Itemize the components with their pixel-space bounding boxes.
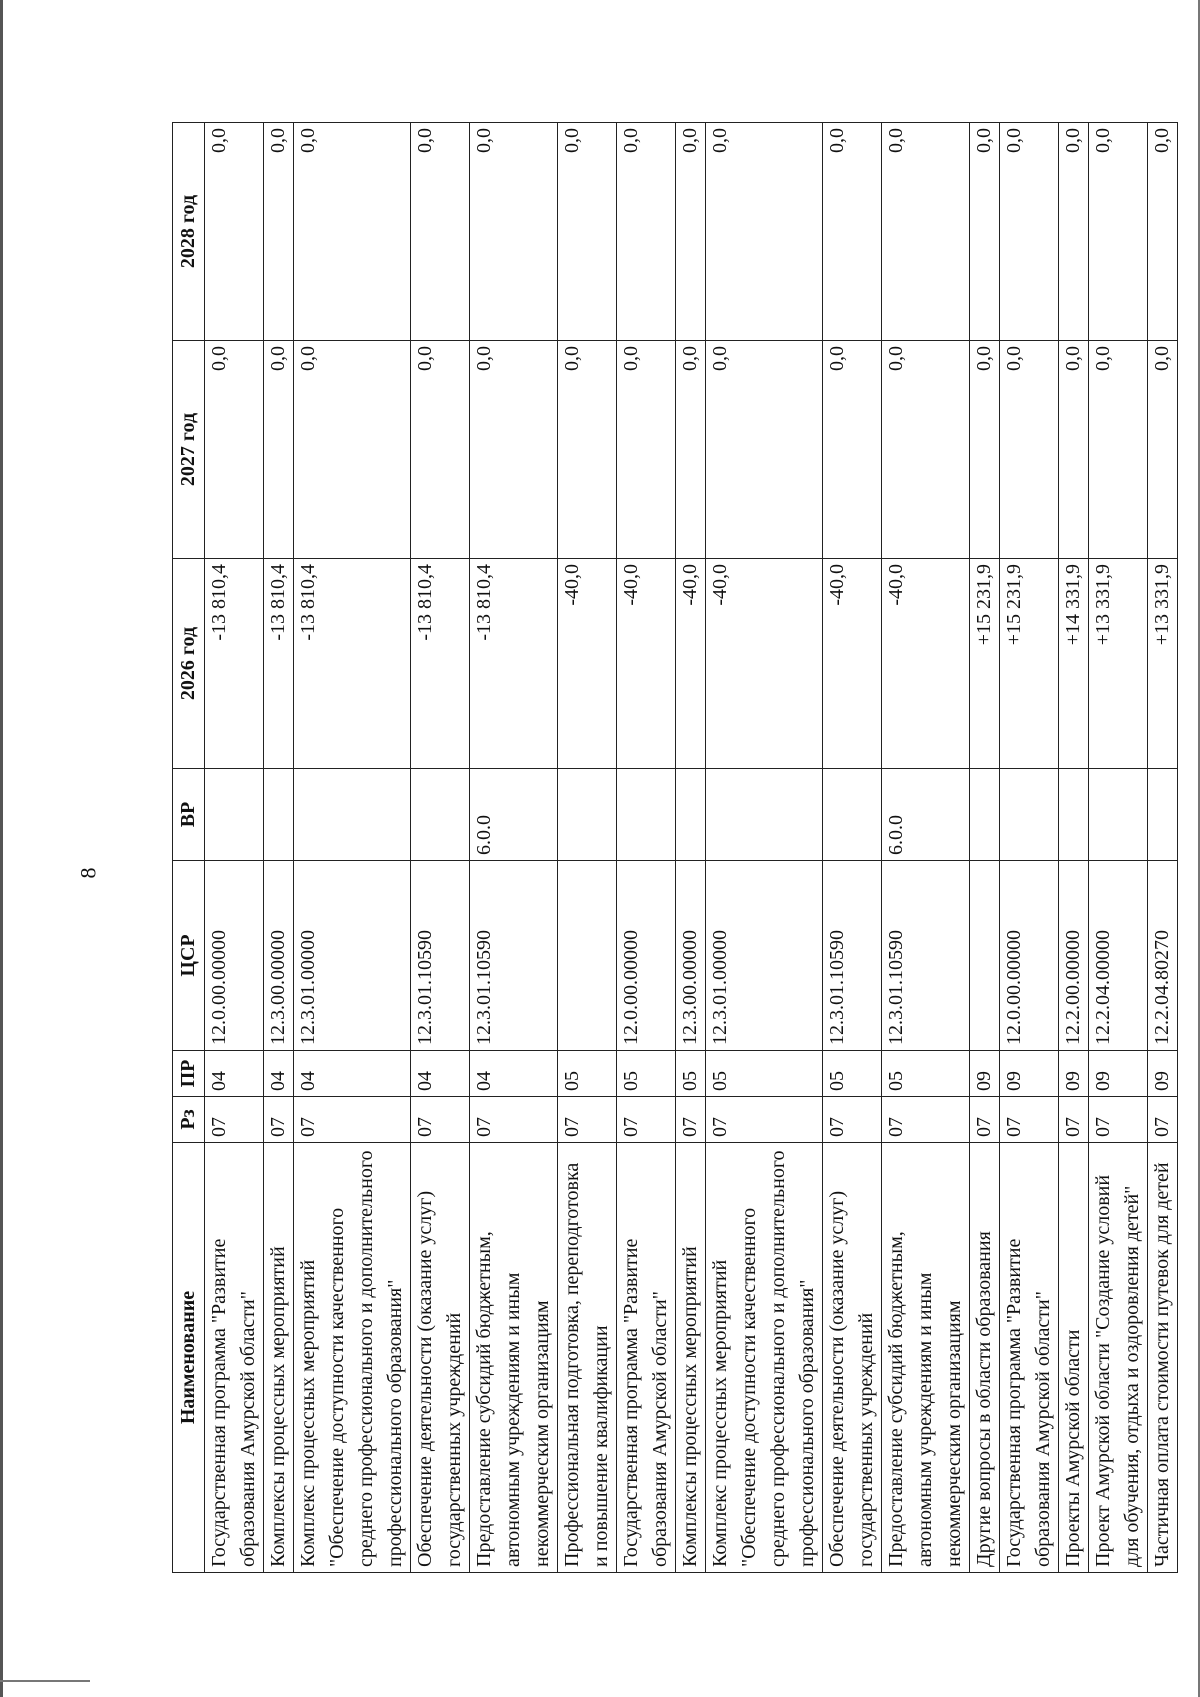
cell-csr xyxy=(558,861,617,1051)
cell-2027: 0,0 xyxy=(558,341,617,559)
scan-corner-mark xyxy=(0,1680,90,1682)
table-row xyxy=(264,123,294,1573)
cell-2028: 0,0 xyxy=(1000,123,1059,341)
cell-2026: -13 810,4 xyxy=(470,559,558,769)
cell-2028: 0,0 xyxy=(1059,123,1089,341)
cell-2027: 0,0 xyxy=(294,341,411,559)
table-row xyxy=(1000,123,1059,1573)
table-row xyxy=(706,123,823,1573)
cell-vr xyxy=(676,769,706,861)
cell-vr xyxy=(205,769,264,861)
cell-vr xyxy=(1000,769,1059,861)
cell-2026: -13 810,4 xyxy=(411,559,470,769)
table-row xyxy=(205,123,264,1573)
cell-rz: 07 xyxy=(1059,1097,1089,1143)
cell-pr: 05 xyxy=(706,1051,823,1097)
rotated-table-container xyxy=(172,123,1178,1573)
cell-2026: +14 331,9 xyxy=(1059,559,1089,769)
cell-name: Комплекс процессных мероприятий "Обеспечение доступности качественного среднего профессионального и дополнительного профессионального образования" xyxy=(706,1143,823,1573)
cell-name: Проект Амурской области "Создание условий для обучения, отдыха и оздоровления детей" xyxy=(1089,1143,1148,1573)
table-row xyxy=(470,123,558,1573)
cell-2028: 0,0 xyxy=(294,123,411,341)
cell-pr: 05 xyxy=(558,1051,617,1097)
cell-csr: 12.3.01.10590 xyxy=(470,861,558,1051)
cell-name: Предоставление субсидий бюджетным, автономным учреждениям и иным некоммерческим организациям xyxy=(470,1143,558,1573)
cell-2027: 0,0 xyxy=(205,341,264,559)
cell-2028: 0,0 xyxy=(970,123,1000,341)
cell-rz: 07 xyxy=(823,1097,882,1143)
cell-csr: 12.3.00.00000 xyxy=(676,861,706,1051)
cell-pr: 05 xyxy=(882,1051,970,1097)
cell-2028: 0,0 xyxy=(470,123,558,341)
cell-2028: 0,0 xyxy=(558,123,617,341)
cell-rz: 07 xyxy=(470,1097,558,1143)
cell-rz: 07 xyxy=(411,1097,470,1143)
cell-rz: 07 xyxy=(264,1097,294,1143)
cell-2026: +13 331,9 xyxy=(1089,559,1148,769)
table-row xyxy=(617,123,676,1573)
cell-rz: 07 xyxy=(205,1097,264,1143)
page-number: 8 xyxy=(75,867,101,879)
cell-2026: -40,0 xyxy=(676,559,706,769)
cell-2027: 0,0 xyxy=(411,341,470,559)
cell-2028: 0,0 xyxy=(1089,123,1148,341)
scan-edge-left xyxy=(0,0,3,1697)
table-row xyxy=(882,123,970,1573)
cell-2027: 0,0 xyxy=(882,341,970,559)
cell-vr xyxy=(411,769,470,861)
cell-2026: -40,0 xyxy=(882,559,970,769)
cell-2026: +13 331,9 xyxy=(1148,559,1178,769)
cell-vr xyxy=(294,769,411,861)
cell-2027: 0,0 xyxy=(970,341,1000,559)
cell-csr: 12.2.00.00000 xyxy=(1059,861,1089,1051)
cell-name: Комплекс процессных мероприятий "Обеспечение доступности качественного среднего профессионального и дополнительного профессионального образования" xyxy=(294,1143,411,1573)
cell-name: Государственная программа "Развитие образования Амурской области" xyxy=(205,1143,264,1573)
cell-csr: 12.0.00.00000 xyxy=(205,861,264,1051)
table-row xyxy=(1059,123,1089,1573)
cell-2026: +15 231,9 xyxy=(1000,559,1059,769)
cell-name: Обеспечение деятельности (оказание услуг) государственных учреждений xyxy=(823,1143,882,1573)
cell-2027: 0,0 xyxy=(706,341,823,559)
cell-2027: 0,0 xyxy=(1089,341,1148,559)
cell-2027: 0,0 xyxy=(823,341,882,559)
cell-vr xyxy=(264,769,294,861)
budget-table xyxy=(172,122,1178,1573)
cell-vr xyxy=(1089,769,1148,861)
cell-csr: 12.2.04.00000 xyxy=(1089,861,1148,1051)
header-csr: ЦСР xyxy=(173,861,205,1051)
cell-pr: 04 xyxy=(205,1051,264,1097)
table-row xyxy=(823,123,882,1573)
cell-2028: 0,0 xyxy=(823,123,882,341)
cell-2028: 0,0 xyxy=(411,123,470,341)
cell-pr: 09 xyxy=(970,1051,1000,1097)
cell-2027: 0,0 xyxy=(617,341,676,559)
cell-rz: 07 xyxy=(1089,1097,1148,1143)
cell-csr: 12.0.00.00000 xyxy=(1000,861,1059,1051)
cell-csr: 12.2.04.80270 xyxy=(1148,861,1178,1051)
cell-csr: 12.3.01.10590 xyxy=(411,861,470,1051)
header-rz: Рз xyxy=(173,1097,205,1143)
cell-csr: 12.0.00.00000 xyxy=(617,861,676,1051)
cell-2027: 0,0 xyxy=(676,341,706,559)
cell-2028: 0,0 xyxy=(882,123,970,341)
header-pr: ПР xyxy=(173,1051,205,1097)
cell-2026: +15 231,9 xyxy=(970,559,1000,769)
cell-pr: 09 xyxy=(1000,1051,1059,1097)
cell-csr xyxy=(970,861,1000,1051)
cell-vr xyxy=(706,769,823,861)
cell-name: Проекты Амурской области xyxy=(1059,1143,1089,1573)
cell-rz: 07 xyxy=(558,1097,617,1143)
cell-name: Государственная программа "Развитие образования Амурской области" xyxy=(617,1143,676,1573)
table-row xyxy=(558,123,617,1573)
cell-pr: 05 xyxy=(823,1051,882,1097)
cell-vr xyxy=(558,769,617,861)
cell-2027: 0,0 xyxy=(1148,341,1178,559)
cell-name: Комплексы процессных мероприятий xyxy=(264,1143,294,1573)
cell-2028: 0,0 xyxy=(1148,123,1178,341)
cell-pr: 09 xyxy=(1089,1051,1148,1097)
cell-2026: -40,0 xyxy=(823,559,882,769)
cell-2027: 0,0 xyxy=(1000,341,1059,559)
cell-2027: 0,0 xyxy=(1059,341,1089,559)
cell-vr xyxy=(617,769,676,861)
cell-pr: 04 xyxy=(411,1051,470,1097)
cell-pr: 04 xyxy=(294,1051,411,1097)
table-row xyxy=(1148,123,1178,1573)
cell-pr: 09 xyxy=(1059,1051,1089,1097)
cell-2028: 0,0 xyxy=(205,123,264,341)
cell-csr: 12.3.01.10590 xyxy=(882,861,970,1051)
header-name: Наименование xyxy=(173,1143,205,1573)
header-2028: 2028 год xyxy=(173,123,205,341)
cell-name: Другие вопросы в области образования xyxy=(970,1143,1000,1573)
cell-name: Предоставление субсидий бюджетным, автономным учреждениям и иным некоммерческим организациям xyxy=(882,1143,970,1573)
header-2026: 2026 год xyxy=(173,559,205,769)
cell-rz: 07 xyxy=(882,1097,970,1143)
cell-rz: 07 xyxy=(1000,1097,1059,1143)
cell-pr: 09 xyxy=(1148,1051,1178,1097)
cell-csr: 12.3.01.10590 xyxy=(823,861,882,1051)
cell-2026: -40,0 xyxy=(706,559,823,769)
table-row xyxy=(294,123,411,1573)
cell-pr: 05 xyxy=(617,1051,676,1097)
cell-2028: 0,0 xyxy=(676,123,706,341)
cell-rz: 07 xyxy=(1148,1097,1178,1143)
cell-2028: 0,0 xyxy=(706,123,823,341)
cell-vr: 6.0.0 xyxy=(470,769,558,861)
cell-name: Государственная программа "Развитие образования Амурской области" xyxy=(1000,1143,1059,1573)
cell-name: Обеспечение деятельности (оказание услуг) государственных учреждений xyxy=(411,1143,470,1573)
table-row xyxy=(676,123,706,1573)
header-2027: 2027 год xyxy=(173,341,205,559)
cell-vr xyxy=(1059,769,1089,861)
cell-2026: -13 810,4 xyxy=(264,559,294,769)
cell-rz: 07 xyxy=(617,1097,676,1143)
table-body xyxy=(205,123,1178,1573)
cell-rz: 07 xyxy=(676,1097,706,1143)
cell-2028: 0,0 xyxy=(617,123,676,341)
cell-vr: 6.0.0 xyxy=(882,769,970,861)
cell-2026: -13 810,4 xyxy=(294,559,411,769)
cell-csr: 12.3.00.00000 xyxy=(264,861,294,1051)
cell-pr: 05 xyxy=(676,1051,706,1097)
cell-2027: 0,0 xyxy=(264,341,294,559)
cell-csr: 12.3.01.00000 xyxy=(706,861,823,1051)
cell-2028: 0,0 xyxy=(264,123,294,341)
table-header-row xyxy=(173,123,205,1573)
header-vr: ВР xyxy=(173,769,205,861)
cell-rz: 07 xyxy=(706,1097,823,1143)
cell-rz: 07 xyxy=(294,1097,411,1143)
table-row xyxy=(970,123,1000,1573)
cell-pr: 04 xyxy=(264,1051,294,1097)
cell-vr xyxy=(823,769,882,861)
cell-name: Профессиональная подготовка, переподготовка и повышение квалификации xyxy=(558,1143,617,1573)
cell-rz: 07 xyxy=(970,1097,1000,1143)
cell-2026: -13 810,4 xyxy=(205,559,264,769)
table-row xyxy=(1089,123,1148,1573)
cell-2026: -40,0 xyxy=(558,559,617,769)
cell-2026: -40,0 xyxy=(617,559,676,769)
cell-csr: 12.3.01.00000 xyxy=(294,861,411,1051)
cell-pr: 04 xyxy=(470,1051,558,1097)
cell-name: Частичная оплата стоимости путевок для детей xyxy=(1148,1143,1178,1573)
cell-name: Комплексы процессных мероприятий xyxy=(676,1143,706,1573)
cell-vr xyxy=(1148,769,1178,861)
cell-vr xyxy=(970,769,1000,861)
table-row xyxy=(411,123,470,1573)
cell-2027: 0,0 xyxy=(470,341,558,559)
